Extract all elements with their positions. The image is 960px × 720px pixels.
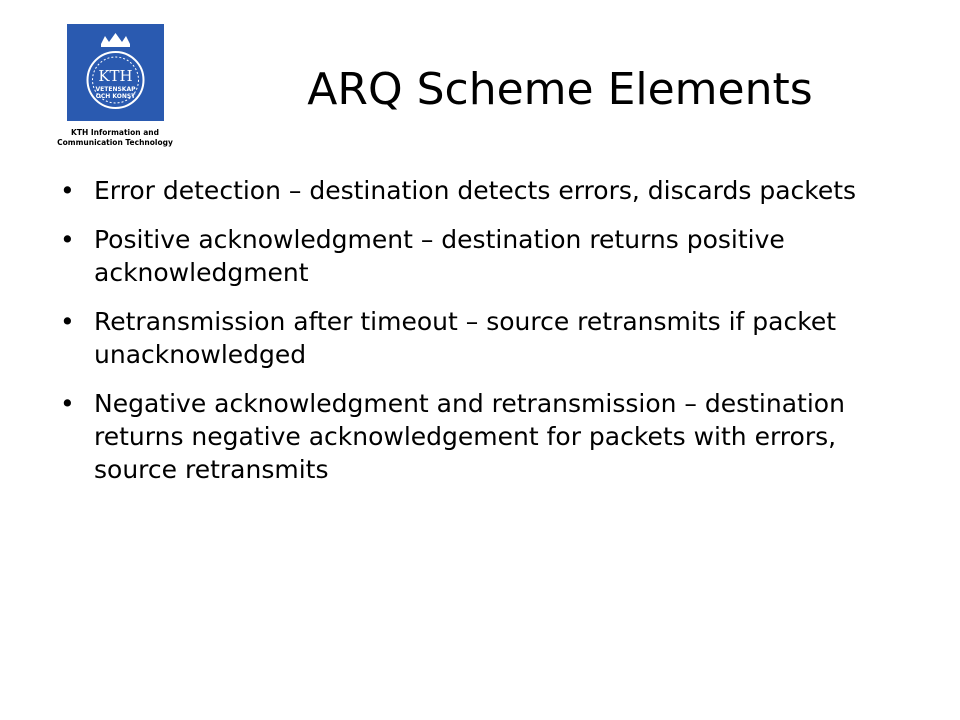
bullet-marker: •	[60, 307, 75, 336]
logo-emblem-kth: KTH	[98, 67, 133, 85]
bullet-text: Negative acknowledgment and retransmission – destination returns negative acknowledgement for packets with errors, source retransmits	[94, 389, 845, 484]
bullet-item-error-detection	[60, 174, 870, 207]
logo-caption-line2: Communication Technology	[57, 138, 173, 147]
bullet-item-negative-ack	[60, 387, 870, 486]
bullet-marker: •	[60, 225, 75, 254]
bullet-item-positive-ack	[60, 223, 870, 289]
bullet-item-retransmission-timeout	[60, 305, 870, 371]
bullet-marker: •	[60, 389, 75, 418]
logo-caption-line1: KTH Information and	[71, 128, 159, 137]
bullet-list	[60, 174, 870, 502]
logo-caption	[50, 128, 180, 148]
bullet-text: Retransmission after timeout – source retransmits if packet unacknowledged	[94, 307, 837, 369]
logo-emblem-line3: OCH KONST	[95, 93, 136, 100]
crown-seal-icon	[67, 24, 164, 121]
slide-title: ARQ Scheme Elements	[307, 64, 813, 115]
logo-emblem-line2: VETENSKAP	[95, 86, 136, 93]
kth-logo	[50, 24, 180, 152]
bullet-text: Error detection – destination detects errors, discards packets	[94, 176, 857, 205]
kth-emblem	[67, 24, 164, 121]
bullet-text: Positive acknowledgment – destination returns positive acknowledgment	[94, 225, 785, 287]
bullet-marker: •	[60, 176, 75, 205]
